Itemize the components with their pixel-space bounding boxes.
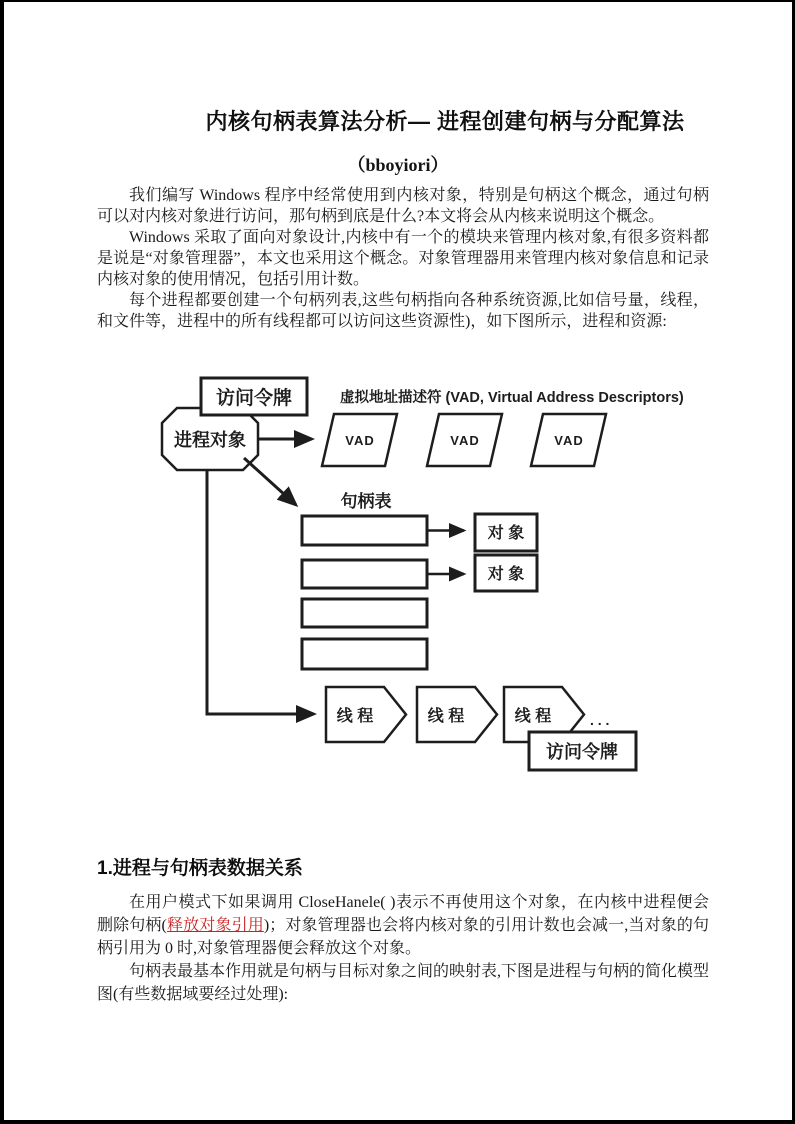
vad-label-2: VAD <box>450 433 480 448</box>
arrow-process-to-handle-table <box>244 458 296 505</box>
paragraph-section1-2: 句柄表最基本作用就是句柄与目标对象之间的映射表,下图是进程与句柄的简化模型图(有些数据域要经过处理): <box>97 963 710 1003</box>
process-object-label: 进程对象 <box>174 430 246 450</box>
handle-table-row-4 <box>302 639 427 669</box>
process-handle-diagram <box>4 375 795 775</box>
access-token-label-top: 访问令牌 <box>215 388 293 409</box>
paragraph-intro-1: 我们编写 Windows 程序中经常使用到内核对象，特别是句柄这个概念，通过句柄可以对内核对象进行访问，那句柄到底是什么?本文将会从内核来说明这个概念。 <box>97 187 709 225</box>
handle-table-label: 句柄表 <box>340 492 392 511</box>
author: （bboyiori） <box>347 155 449 175</box>
intro-paragraphs <box>97 185 709 332</box>
object-label-1: 对 象 <box>487 525 525 542</box>
paragraph-section1-1-after: )；对象管理器也会将内核对象的引用计数也会减一,当对象的句柄引用为 0 时,对象管理器便会释放这个对象。 <box>97 917 709 957</box>
section-1-heading: 1.进程与句柄表数据关系 <box>97 858 303 879</box>
thread-label-2: 线 程 <box>427 708 465 725</box>
vad-label-1: VAD <box>345 433 375 448</box>
vad-header-label: 虚拟地址描述符 (VAD, Virtual Address Descriptors) <box>340 390 684 406</box>
handle-table-row-3 <box>302 599 427 627</box>
arrow-process-to-threads <box>207 470 314 714</box>
section-1 <box>97 853 709 1006</box>
paragraph-section1-1-before: 在用户模式下如果调用 CloseHanele( )表示不再使用这个对象，在内核中进程便会删除句柄( <box>97 894 709 934</box>
paragraph-intro-3: 每个进程都要创建一个句柄列表,这些句柄指向各种系统资源,比如信号量，线程，和文件等，进程中的所有线程都可以访问这些资源性)，如下图所示，进程和资源: <box>97 292 709 330</box>
document-title: 内核句柄表算法分析— 进程创建句柄与分配算法 <box>205 109 685 134</box>
threads-ellipsis: . . . <box>590 712 610 728</box>
paragraph-intro-2: Windows 采取了面向对象设计,内核中有一个的模块来管理内核对象,有很多资料都是说是“对象管理器”，本文也采用这个概念。对象管理器用来管理内核对象信息和记录内核对象的使用情况，包括引用计数。 <box>97 229 709 288</box>
paragraph-section1-1 <box>97 891 709 960</box>
handle-table-row-2 <box>302 560 427 588</box>
object-label-2: 对 象 <box>487 566 525 583</box>
handle-table-row-1 <box>302 516 427 545</box>
vad-label-3: VAD <box>554 433 584 448</box>
release-object-reference-link[interactable]: 释放对象引用 <box>166 917 264 934</box>
thread-label-1: 线 程 <box>336 708 374 725</box>
access-token-label-bottom: 访问令牌 <box>546 742 618 762</box>
thread-label-3: 线 程 <box>514 708 552 725</box>
